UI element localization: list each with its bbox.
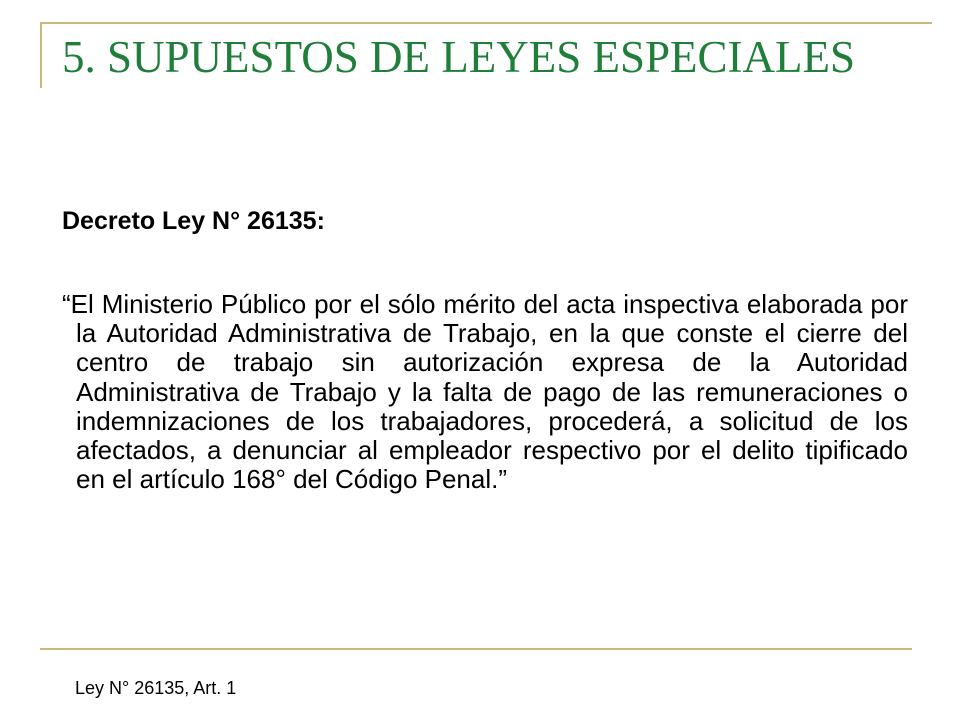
decree-heading: Decreto Ley N° 26135: bbox=[62, 207, 325, 235]
slide-title: 5. SUPUESTOS DE LEYES ESPECIALES bbox=[62, 32, 856, 82]
title-accent-bar bbox=[40, 22, 42, 88]
source-citation: Ley N° 26135, Art. 1 bbox=[75, 678, 237, 698]
decree-quote: “El Ministerio Público por el sólo mérito del acta inspectiva elaborada por la Autoridad Administrativa de Trabajo, en la que conste el cierre del centro de trabajo sin autorización expresa de la Autoridad Administrativa de Trabajo y la falta de pago de las remuneraciones o indemnizaciones de los trabajadores, procederá, a solicitud de los afectados, a denunciar al empleador respectivo por el delito tipificado en el artículo 168° del Código Penal.” bbox=[62, 289, 908, 495]
top-divider bbox=[40, 22, 932, 24]
bottom-divider bbox=[40, 648, 912, 650]
